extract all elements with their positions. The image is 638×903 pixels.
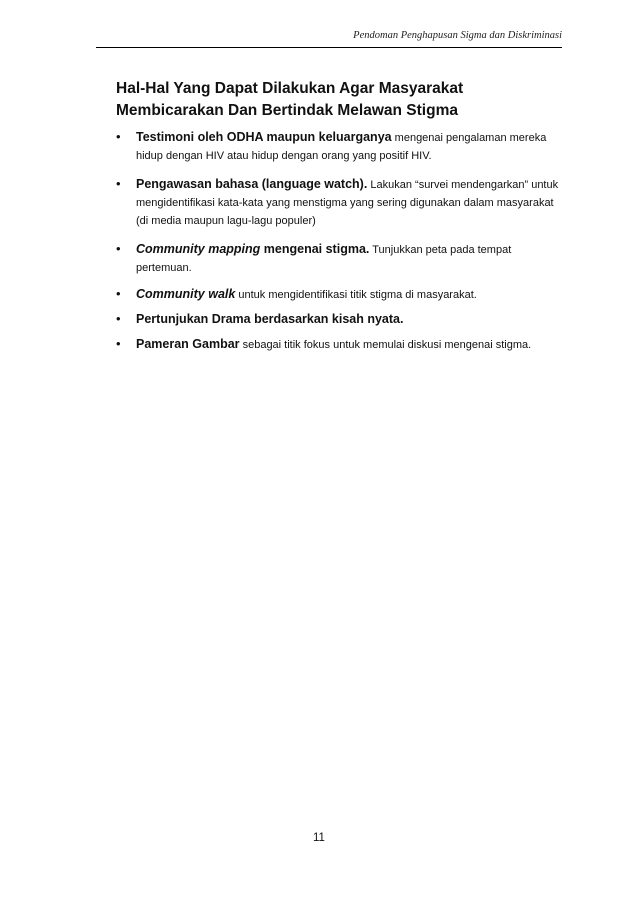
running-header: Pendoman Penghapusan Sigma dan Diskriminasi <box>353 30 562 41</box>
list-item <box>116 335 566 354</box>
bullet-icon: • <box>116 286 121 301</box>
bullet-lead: Pameran Gambar <box>136 337 240 351</box>
list-item <box>116 128 566 165</box>
bullet-icon: • <box>116 311 121 326</box>
bullet-text: Tunjukkan peta pada tempat pertemuan. <box>136 244 512 274</box>
bullet-list <box>116 128 566 354</box>
header-rule <box>96 47 562 48</box>
bullet-text: Lakukan “survei mendengarkan” untuk mengidentifikasi kata-kata yang menstigma yang sering digunakan dalam masyarakat (di media maupun lagu-lagu populer) <box>136 179 559 227</box>
section-title-line-1: Hal-Hal Yang Dapat Dilakukan Agar Masyarakat <box>116 80 464 97</box>
page-number: 11 <box>313 832 325 844</box>
bullet-lead: Pengawasan bahasa (language watch). <box>136 177 368 191</box>
bullet-lead: Pertunjukan Drama berdasarkan kisah nyata. <box>136 312 404 326</box>
bullet-lead: mengenai stigma. <box>260 242 370 256</box>
bullet-lead: Testimoni oleh ODHA maupun keluarganya <box>136 130 392 144</box>
bullet-icon: • <box>116 336 121 351</box>
list-item <box>116 310 566 329</box>
bullet-lead-italic: Community walk <box>136 287 236 301</box>
section-title-line-2: Membicarakan Dan Bertindak Melawan Stigma <box>116 102 458 119</box>
list-item <box>116 175 566 230</box>
bullet-icon: • <box>116 241 121 256</box>
section-title <box>116 78 556 122</box>
bullet-icon: • <box>116 129 121 144</box>
bullet-text: sebagai titik fokus untuk memulai diskusi mengenai stigma. <box>239 339 532 351</box>
list-item <box>116 240 566 277</box>
bullet-icon: • <box>116 176 121 191</box>
list-item <box>116 285 566 304</box>
bullet-text: mengenai pengalaman mereka hidup dengan HIV atau hidup dengan orang yang positif HIV. <box>136 132 547 162</box>
bullet-text: untuk mengidentifikasi titik stigma di masyarakat. <box>235 289 477 301</box>
bullet-lead-italic: Community mapping <box>136 242 261 256</box>
